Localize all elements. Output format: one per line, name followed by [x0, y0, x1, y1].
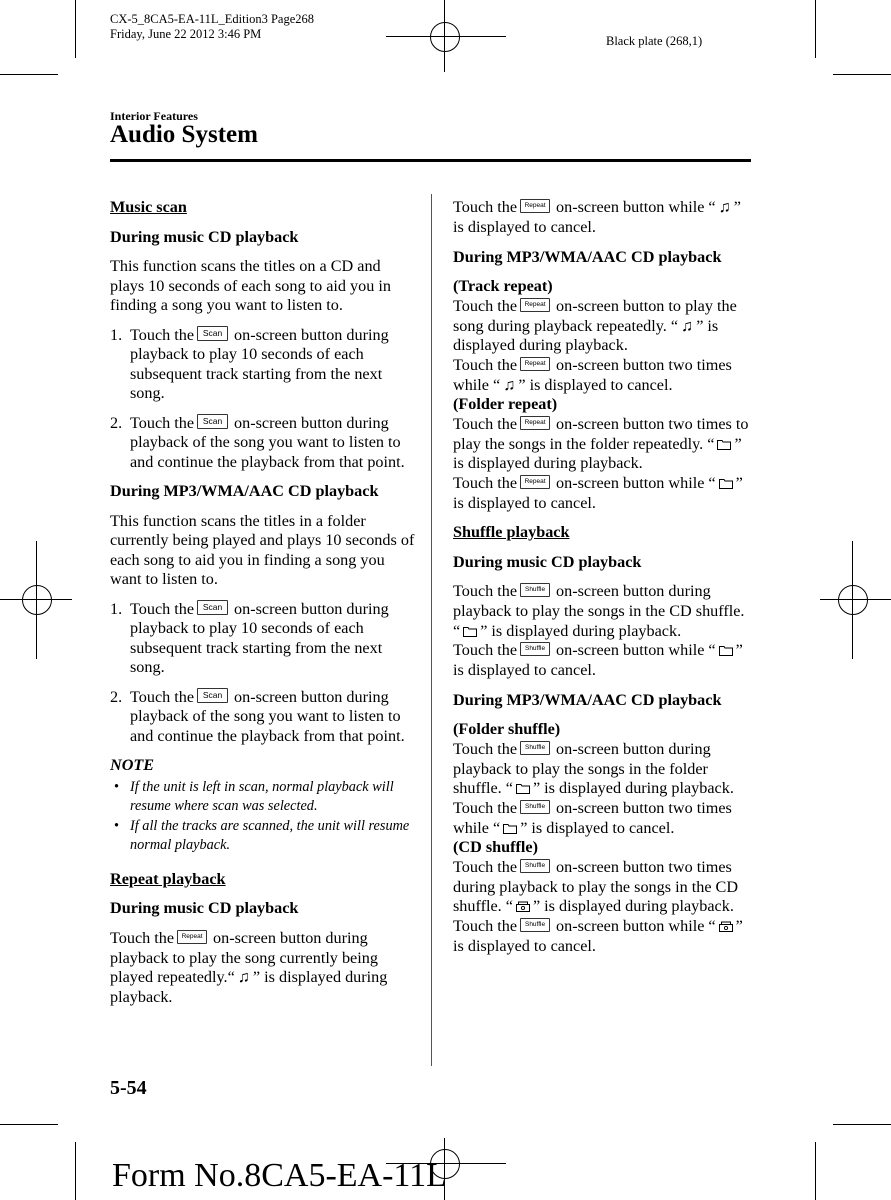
note-heading: NOTE — [110, 756, 155, 774]
shuffle-button: Shuffle — [520, 800, 550, 814]
music-note-icon: ♫ — [237, 968, 250, 986]
folder-shuffle-text-1: Touch the Shuffle on-screen button during playback to play the songs in the folder shuffle. “ ” is displayed during playback. — [453, 739, 734, 797]
scan-button: Scan — [197, 688, 228, 703]
scan-mp3-steps — [110, 600, 415, 747]
list-item: 2. Touch the Scan on-screen button during playback of the song you want to listen to and continue the playback from that point. — [110, 687, 405, 745]
folder-icon — [503, 823, 517, 834]
repeat-button: Repeat — [520, 357, 550, 371]
music-scan-heading: Music scan — [110, 198, 187, 216]
list-item: 2. Touch the Scan on-screen button during playback of the song you want to listen to and continue the playback from that point. — [110, 413, 405, 471]
repeat-mp3-heading: During MP3/WMA/AAC CD playback — [453, 247, 722, 266]
column-divider — [431, 194, 432, 1066]
cd-shuffle-heading: (CD shuffle) — [453, 838, 538, 856]
scan-mp3-intro: This function scans the titles in a folder currently being played and plays 10 seconds of each song to aid you in finding a song you want to listen to. — [110, 511, 415, 588]
left-column — [110, 198, 415, 1017]
scan-button: Scan — [197, 326, 228, 341]
scan-button: Scan — [197, 600, 228, 615]
repeat-button: Repeat — [520, 475, 550, 489]
shuffle-button: Shuffle — [520, 642, 550, 656]
page-number: 5-54 — [110, 1077, 147, 1099]
shuffle-cd-text-2: Touch the Shuffle on-screen button while “ ” is displayed to cancel. — [453, 641, 743, 679]
shuffle-cd-text-1: Touch the Shuffle on-screen button during playback to play the songs in the CD shuffle. “ ” is displayed during playback. — [453, 582, 745, 640]
cd-shuffle-text-1: Touch the Shuffle on-screen button two times during playback to play the songs in the CD shuffle. “ ” is displayed during playback. — [453, 857, 739, 915]
folder-shuffle-text-2: Touch the Shuffle on-screen button two times while “ ” is displayed to cancel. — [453, 798, 732, 837]
list-item: 1. Touch the Scan on-screen button during playback to play 10 seconds of each subsequent track starting from the next song. — [110, 325, 389, 402]
print-file-line: CX-5_8CA5-EA-11L_Edition3 Page268 — [110, 12, 315, 26]
cd-shuffle-icon — [719, 921, 733, 932]
shuffle-button: Shuffle — [520, 918, 550, 932]
list-item: • If all the tracks are scanned, the unit will resume normal playback. — [114, 817, 410, 853]
music-note-icon: ♫ — [718, 198, 731, 216]
scan-button: Scan — [197, 414, 228, 429]
folder-icon — [719, 478, 733, 489]
shuffle-cd-heading: During music CD playback — [453, 552, 642, 571]
list-item: • If the unit is left in scan, normal playback will resume where scan was selected. — [114, 778, 394, 814]
scan-cd-intro: This function scans the titles on a CD and plays 10 seconds of each song to aid you in finding a song you want to listen to. — [110, 257, 391, 314]
section-label: Interior Features — [110, 109, 198, 123]
shuffle-button: Shuffle — [520, 859, 550, 873]
music-note-icon: ♫ — [503, 375, 516, 394]
repeat-button: Repeat — [177, 930, 207, 944]
shuffle-heading: Shuffle playback — [453, 523, 570, 541]
shuffle-button: Shuffle — [520, 741, 550, 755]
folder-icon — [516, 783, 530, 794]
title-rule — [110, 159, 751, 162]
print-plate: Black plate (268,1) — [606, 34, 703, 48]
repeat-cd-text: Touch the Repeat on-screen button during playback to play the song currently being played repeatedly.“ ♫ ” is displayed during playback. — [110, 928, 388, 1006]
print-date-line: Friday, June 22 2012 3:46 PM — [110, 27, 262, 41]
right-column — [453, 198, 753, 956]
scan-mp3-heading: During MP3/WMA/AAC CD playback — [110, 482, 379, 500]
music-note-icon: ♫ — [681, 316, 694, 335]
repeat-cancel-text: Touch the Repeat on-screen button while “ ♫ ” is displayed to cancel. — [453, 198, 741, 236]
folder-repeat-text-1: Touch the Repeat on-screen button two times to play the songs in the folder repeatedly. “ ” is displayed during playback. — [453, 414, 749, 472]
folder-icon — [719, 645, 733, 656]
cd-shuffle-text-2: Touch the Shuffle on-screen button while “ ” is displayed to cancel. — [453, 916, 743, 955]
cd-shuffle-icon — [516, 901, 530, 912]
repeat-button: Repeat — [520, 298, 550, 312]
shuffle-mp3-heading: During MP3/WMA/AAC CD playback — [453, 690, 722, 709]
shuffle-button: Shuffle — [520, 583, 550, 597]
folder-icon — [463, 626, 477, 637]
page-title: Audio System — [110, 121, 258, 148]
folder-repeat-text-2: Touch the Repeat on-screen button while “ ” is displayed to cancel. — [453, 473, 743, 512]
note-list — [110, 778, 415, 856]
folder-repeat-heading: (Folder repeat) — [453, 395, 558, 413]
track-repeat-text-1: Touch the Repeat on-screen button to play the song during playback repeatedly. “ ♫ ” is displayed during playback. — [453, 296, 737, 354]
folder-shuffle-heading: (Folder shuffle) — [453, 720, 561, 738]
form-number: Form No.8CA5-EA-11L — [112, 1157, 447, 1194]
track-repeat-heading: (Track repeat) — [453, 277, 553, 295]
track-repeat-text-2: Touch the Repeat on-screen button two times while “ ♫ ” is displayed to cancel. — [453, 355, 732, 394]
repeat-button: Repeat — [520, 199, 550, 213]
scan-cd-heading: During music CD playback — [110, 227, 299, 246]
scan-cd-steps — [110, 326, 415, 473]
list-item: 1. Touch the Scan on-screen button during playback to play 10 seconds of each subsequent track starting from the next song. — [110, 599, 389, 676]
repeat-heading: Repeat playback — [110, 869, 226, 888]
repeat-button: Repeat — [520, 416, 550, 430]
folder-icon — [717, 439, 731, 450]
repeat-cd-heading: During music CD playback — [110, 899, 299, 917]
